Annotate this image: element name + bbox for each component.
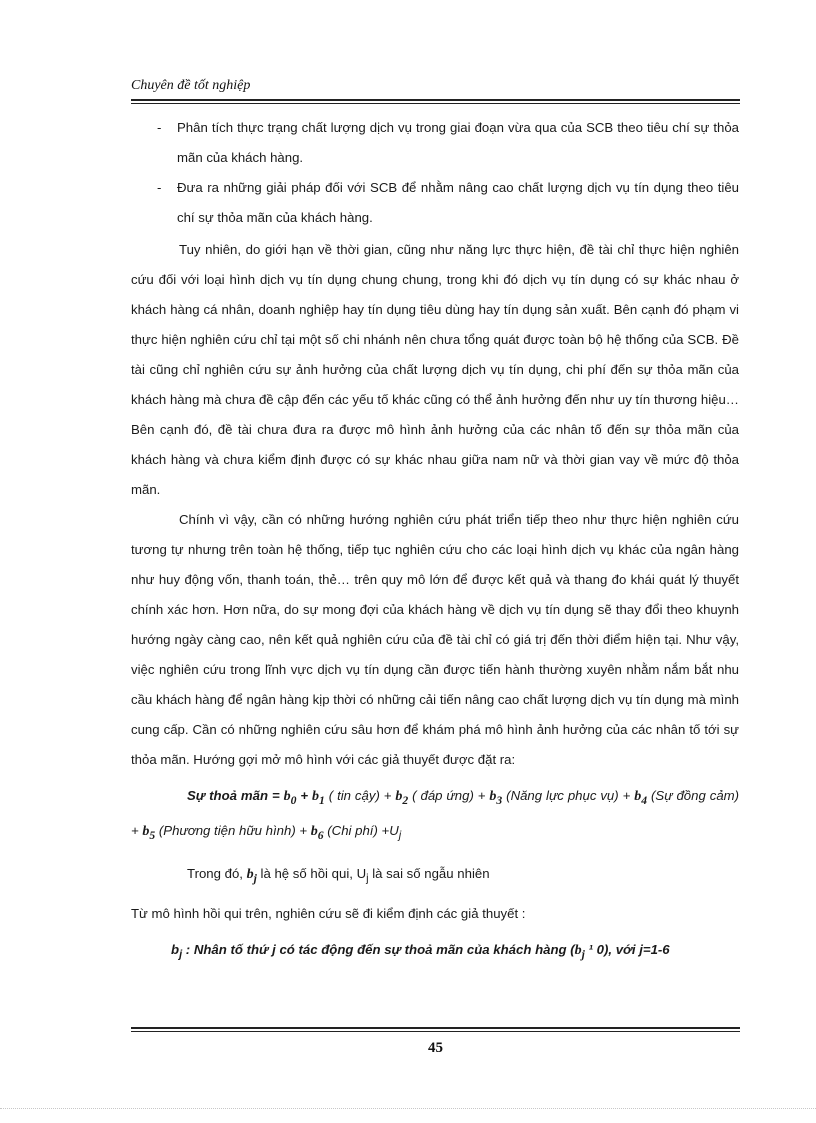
page-header-title: Chuyên đề tốt nghiệp — [131, 78, 251, 93]
formula-term-5: (Phương tiện hữu hình) + — [158, 822, 308, 838]
formula-term-6: (Chi phí) +U — [327, 822, 399, 838]
beta-4-symbol: $b_4$ — [634, 789, 648, 807]
footer-rule-thin — [131, 1031, 740, 1032]
formula-term-1: ( tin cậy) + — [328, 788, 392, 803]
regression-formula — [131, 781, 739, 851]
beta-0-symbol: $b_0$ — [283, 789, 297, 807]
hypothesis-statement: $b_j$ : Nhân tố thứ j có tác động đến sự thoả mãn của khách hàng ($b_j$ ¹ 0), với j=1-6 — [171, 942, 670, 962]
beta-j-symbol: $b_j$ — [574, 943, 585, 962]
formula-term-4: (Sự đồng cảm) + — [131, 788, 740, 838]
page-break-dotted-line — [0, 1108, 816, 1109]
bullet-item — [131, 113, 739, 173]
bullet-dash: - — [157, 120, 162, 135]
bullet-text: Đưa ra những giải pháp đối với SCB để nhằm nâng cao chất lượng dịch vụ tín dụng theo tiêu chí sự thỏa mãn của khách hàng. — [177, 180, 739, 225]
hypothesis-intro: Từ mô hình hồi qui trên, nghiên cứu sẽ đi kiểm định các giả thuyết : — [131, 906, 526, 922]
header-rule-thin — [131, 103, 740, 104]
page-content — [131, 113, 739, 970]
formula-term-3: (Năng lực phục vụ) + — [506, 788, 631, 803]
beta-5-symbol: $b_5$ — [142, 823, 156, 842]
beta-1-symbol: $b_1$ — [311, 789, 325, 807]
beta-j-symbol: $b_j$ — [246, 866, 257, 885]
header-rule-thick — [131, 99, 740, 101]
beta-6-symbol: $b_6$ — [310, 823, 324, 842]
beta-2-symbol: $b_2$ — [395, 789, 409, 807]
u-subscript: j — [398, 829, 402, 842]
formula-plus: + — [300, 788, 312, 803]
paragraph-future-research: Chính vì vậy, cần có những hướng nghiên cứu phát triển tiếp theo như thực hiện nghiên cứu tương tự nhưng trên toàn hệ thống, tiếp tục nghiên cứu cho các loại hình dịch vụ khác của ngân hàng như huy động vốn, thanh toán, thẻ… trên quy mô lớn để được kết quả và thang đo khái quát lý thuyết chính xác hơn. Hơn nữa, do sự mong đợi của khách hàng về dịch vụ tín dụng sẽ thay đổi theo khuynh hướng ngày càng cao, nên kết quả nghiên cứu của đề tài chỉ có giá trị đến thời điểm hiện tại. Như vậy, việc nghiên cứu trong lĩnh vực dịch vụ tín dụng cần được tiến hành thường xuyên nhằm nắm bắt nhu cầu khách hàng để ngân hàng kịp thời có những cải tiến nâng cao chất lượng dịch vụ tín dụng mà mình cung cấp. Cần có những nghiên cứu sâu hơn để khám phá mô hình ảnh hưởng của các nhân tố tới sự thỏa mãn. Hướng gợi mở mô hình với các giả thuyết được đặt ra: — [131, 512, 739, 767]
formula-note: Trong đó, $b_j$ là hệ số hồi qui, $U_j$ là sai số ngẫu nhiên — [187, 865, 490, 885]
paragraph-limitations: Tuy nhiên, do giới hạn về thời gian, cũng như năng lực thực hiện, đề tài chỉ thực hiện nghiên cứu đối với loại hình dịch vụ tín dụng chung chung, trong khi đó dịch vụ tín dụng có sự khác nhau ở khách hàng cá nhân, doanh nghiệp hay tín dụng tiêu dùng hay tín dụng sản xuất. Bên cạnh đó phạm vi thực hiện nghiên cứu chỉ tại một số chi nhánh nên chưa tổng quát được toàn bộ hệ thống của SCB. Đề tài cũng chỉ nghiên cứu sự ảnh hưởng của chất lượng dịch vụ tín dụng, chi phí đến sự thỏa mãn của khách hàng mà chưa đề cập đến các yếu tố khác cũng có thể ảnh hưởng đến như uy tín thương hiệu… Bên cạnh đó, đề tài chưa đưa ra được mô hình ảnh hưởng của các nhân tố đến sự thỏa mãn của khách hàng và chưa kiểm định được có sự khác nhau giữa nam nữ và thời gian vay về mức độ thỏa mãn. — [131, 242, 739, 497]
bullet-text: Phân tích thực trạng chất lượng dịch vụ trong giai đoạn vừa qua của SCB theo tiêu chí sự thỏa mãn của khách hàng. — [177, 120, 739, 165]
formula-term-2: ( đáp ứng) + — [412, 788, 486, 803]
bullet-item — [131, 173, 739, 233]
page-number: 45 — [428, 1040, 443, 1056]
bullet-dash: - — [157, 180, 162, 195]
beta-3-symbol: $b_3$ — [489, 789, 503, 807]
formula-lhs: Sự thoả mãn = — [187, 788, 284, 803]
footer-rule-thick — [131, 1027, 740, 1029]
